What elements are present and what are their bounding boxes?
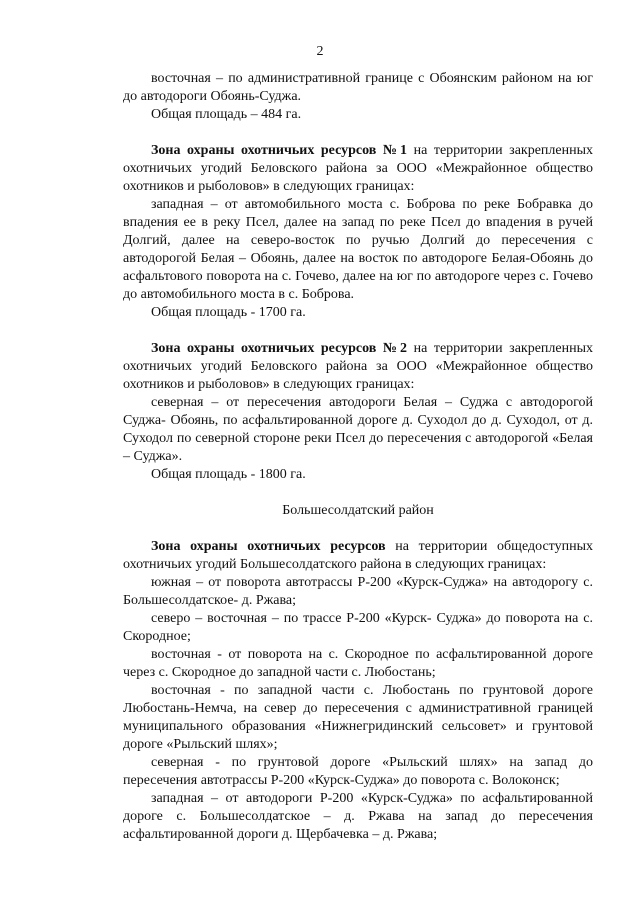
- zone-title: Зона охраны охотничьих ресурсов №2: [151, 341, 408, 356]
- zone-2-intro: Зона охраны охотничьих ресурсов №2 на территории закрепленных охотничьих угодий Беловского района за ООО «Межрайонное общество охотников и рыболовов» в следующих границах:: [123, 341, 593, 392]
- paragraph: восточная – по административной границе с Обоянским районом на юг до автодороги Обоянь-Суджа.: [123, 71, 593, 104]
- paragraph: восточная - от поворота на с. Скородное по асфальтированной дороге через с. Скородное до западной части с. Любостань;: [123, 647, 593, 680]
- paragraph: северная - по грунтовой дороге «Рыльский шлях» на запад до пересечения автотрассы Р-200 «Курск-Суджа» до поворота с. Волоконск;: [123, 755, 593, 788]
- total-area: Общая площадь - 1800 га.: [151, 467, 306, 482]
- paragraph: западная – от автомобильного моста с. Боброва по реке Бобравка до впадения ее в реку Псел, далее на запад по реке Псел до впадения в ручей Долгий, далее на северо-восток по ручью Долгий до пересечения с автодорогой Белая – Обоянь, далее на восток по автодороге Белая-Обоянь до асфальтового поворота на с. Гочево, далее на юг по автодороге через с. Гочево до автомобильного моста в с. Боброва.: [123, 197, 593, 302]
- paragraph: восточная - по западной части с. Любостань по грунтовой дороге Любостань-Немча, на север до пересечения с административной границей муниципального образования «Нижнегридинский сельсовет» и грунтовой дороге «Рыльский шлях»;: [123, 683, 593, 752]
- zone-1-intro: Зона охраны охотничьих ресурсов №1 на территории закрепленных охотничьих угодий Беловского района за ООО «Межрайонное общество охотников и рыболовов» в следующих границах:: [123, 143, 593, 194]
- zone-title: Зона охраны охотничьих ресурсов: [151, 539, 386, 554]
- total-area: Общая площадь - 1700 га.: [151, 305, 306, 320]
- paragraph: западная – от автодороги Р-200 «Курск-Суджа» по асфальтированной дороге с. Большесолдатское – д. Ржава на запад до пересечения асфальтированной дороги д. Щербачевка – д. Ржава;: [123, 791, 593, 842]
- paragraph: северо – восточная – по трассе Р-200 «Курск- Суджа» до поворота на с. Скородное;: [123, 611, 593, 644]
- paragraph: южная – от поворота автотрассы Р-200 «Курск-Суджа» на автодорогу с. Большесолдатское- д. Ржава;: [123, 575, 593, 608]
- zone-3-intro: Зона охраны охотничьих ресурсов на территории общедоступных охотничьих угодий Большесолдатского района в следующих границах:: [123, 539, 593, 572]
- document-body: [123, 70, 593, 844]
- district-heading: Большесолдатский район: [282, 503, 434, 518]
- paragraph: северная – от пересечения автодороги Белая – Суджа с автодорогой Суджа- Обоянь, по асфальтированной дороге д. Суходол до д. Суходол, от д. Суходол по северной стороне реки Псел до пересечения с автодорогой «Белая – Суджа».: [123, 395, 593, 464]
- page-number: 2: [316, 44, 324, 59]
- total-area: Общая площадь – 484 га.: [151, 107, 302, 122]
- zone-title: Зона охраны охотничьих ресурсов №1: [151, 143, 408, 158]
